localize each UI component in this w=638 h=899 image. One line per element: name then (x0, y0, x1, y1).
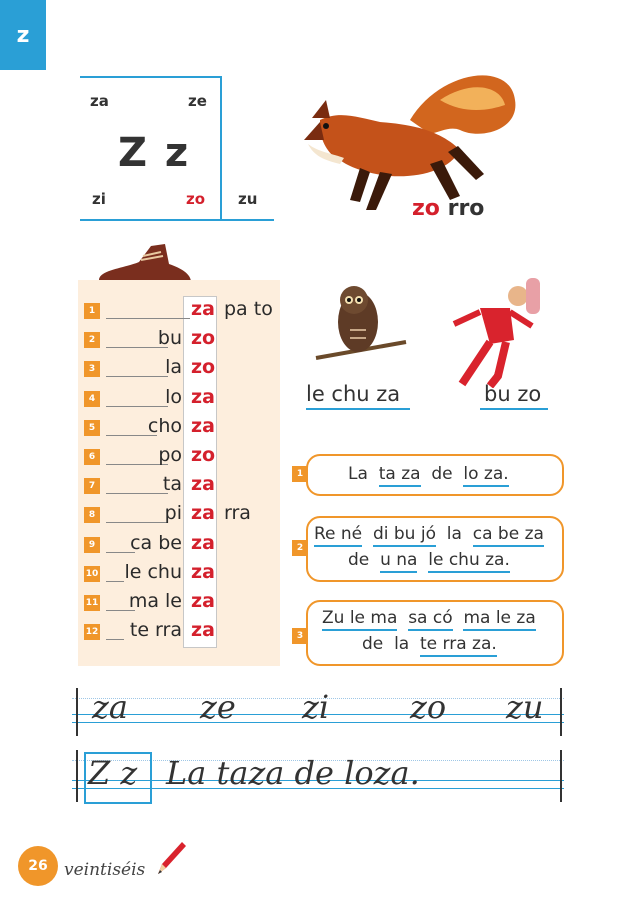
page-number-badge: 26 (18, 846, 58, 886)
word-syllable: za (191, 619, 215, 642)
script-za: za (92, 688, 128, 726)
list-item (84, 473, 274, 501)
diver-word: bu zo (484, 382, 542, 406)
script-sentence: La taza de loza. (166, 754, 420, 792)
word-prefix: po (158, 444, 182, 466)
list-item (84, 590, 274, 618)
list-item (84, 502, 274, 530)
fill-blank (106, 493, 168, 494)
list-item (84, 356, 274, 384)
margin-line (76, 750, 78, 802)
fill-blank (106, 406, 168, 407)
owl-illustration (306, 280, 416, 370)
word-syllable: za (191, 531, 215, 554)
sentence-1-line-1: La ta za de lo za. (348, 464, 509, 484)
word-prefix: ca be (130, 531, 182, 554)
diver-word-underline (480, 408, 548, 410)
word-syllable: zo (190, 444, 216, 466)
big-letter: Z z (118, 130, 191, 176)
pencil-icon (152, 838, 188, 878)
word-syllable: za (191, 414, 215, 437)
handwriting-row-1 (72, 688, 564, 736)
item-number: 2 (84, 332, 100, 348)
word-prefix: pi (164, 502, 182, 525)
fill-blank (106, 376, 168, 377)
owl-word: le chu za (306, 382, 401, 406)
fill-blank (106, 318, 190, 319)
sentence-number-1: 1 (292, 466, 308, 482)
list-item (84, 386, 274, 414)
item-number: 1 (84, 303, 100, 319)
script-ze: ze (200, 688, 236, 726)
word-syllable: za (191, 473, 215, 496)
syllable-za: za (90, 92, 109, 110)
item-number: 6 (84, 449, 100, 465)
word-suffix: rra (224, 502, 251, 525)
list-item (84, 415, 274, 443)
handwriting-row-2 (72, 750, 564, 802)
list-item (84, 619, 274, 647)
word-syllable: zo (190, 356, 216, 379)
word-prefix: cho (147, 414, 182, 437)
word-prefix: ta (162, 473, 182, 496)
fox-illustration (300, 60, 522, 224)
word-syllable: za (191, 590, 215, 612)
syllable-zu: zu (238, 190, 258, 208)
item-number: 11 (84, 595, 100, 611)
script-zu: zu (506, 688, 544, 726)
word-syllable: za (191, 298, 215, 320)
item-number: 10 (84, 566, 100, 582)
item-number: 9 (84, 537, 100, 553)
word-prefix: lo (165, 385, 182, 408)
word-prefix: la (165, 356, 182, 379)
fill-blank (106, 639, 124, 640)
list-item (84, 532, 274, 560)
syllable-ze: ze (188, 92, 207, 110)
word-prefix: te rra (129, 619, 182, 642)
sentence-3-line-1: Zu le ma sa có ma le za (322, 608, 536, 628)
item-number: 3 (84, 361, 100, 377)
margin-line (560, 688, 562, 736)
page-number-word: veintiséis (64, 860, 146, 880)
script-model-letters: Z z (88, 754, 138, 792)
word-syllable: za (191, 385, 215, 408)
owl-word-underline (306, 408, 410, 410)
sentence-3-line-2: de la te rra za. (362, 634, 497, 654)
fox-label-syllable2: rro (447, 196, 485, 221)
item-number: 4 (84, 391, 100, 407)
fill-blank (106, 581, 124, 582)
diver-illustration (440, 268, 560, 388)
margin-line (560, 750, 562, 802)
word-prefix: ma le (128, 590, 182, 612)
list-item (84, 561, 274, 589)
script-zi: zi (302, 688, 330, 726)
fill-blank (106, 522, 168, 523)
fox-label (412, 196, 484, 221)
syllable-zi: zi (92, 190, 106, 208)
item-number: 7 (84, 478, 100, 494)
sentence-2-line-2: de u na le chu za. (348, 550, 510, 570)
letter-tab: z (0, 0, 46, 70)
sentence-2-line-1: Re né di bu jó la ca be za (314, 524, 544, 544)
word-prefix: le chu (124, 560, 182, 583)
word-prefix: bu (157, 327, 182, 350)
item-number: 12 (84, 624, 100, 640)
list-item (84, 327, 274, 355)
sentence-number-2: 2 (292, 540, 308, 556)
word-syllable: zo (190, 327, 216, 350)
item-number: 8 (84, 507, 100, 523)
syllable-zo: zo (186, 190, 206, 208)
list-item (84, 298, 274, 326)
sentence-number-3: 3 (292, 628, 308, 644)
list-item (84, 444, 274, 472)
script-zo: zo (410, 688, 447, 726)
word-syllable: za (191, 560, 215, 583)
word-syllable: za (191, 502, 215, 525)
fox-label-syllable1: zo (412, 196, 440, 221)
margin-line (76, 688, 78, 736)
word-suffix: pa to (224, 298, 273, 320)
item-number: 5 (84, 420, 100, 436)
